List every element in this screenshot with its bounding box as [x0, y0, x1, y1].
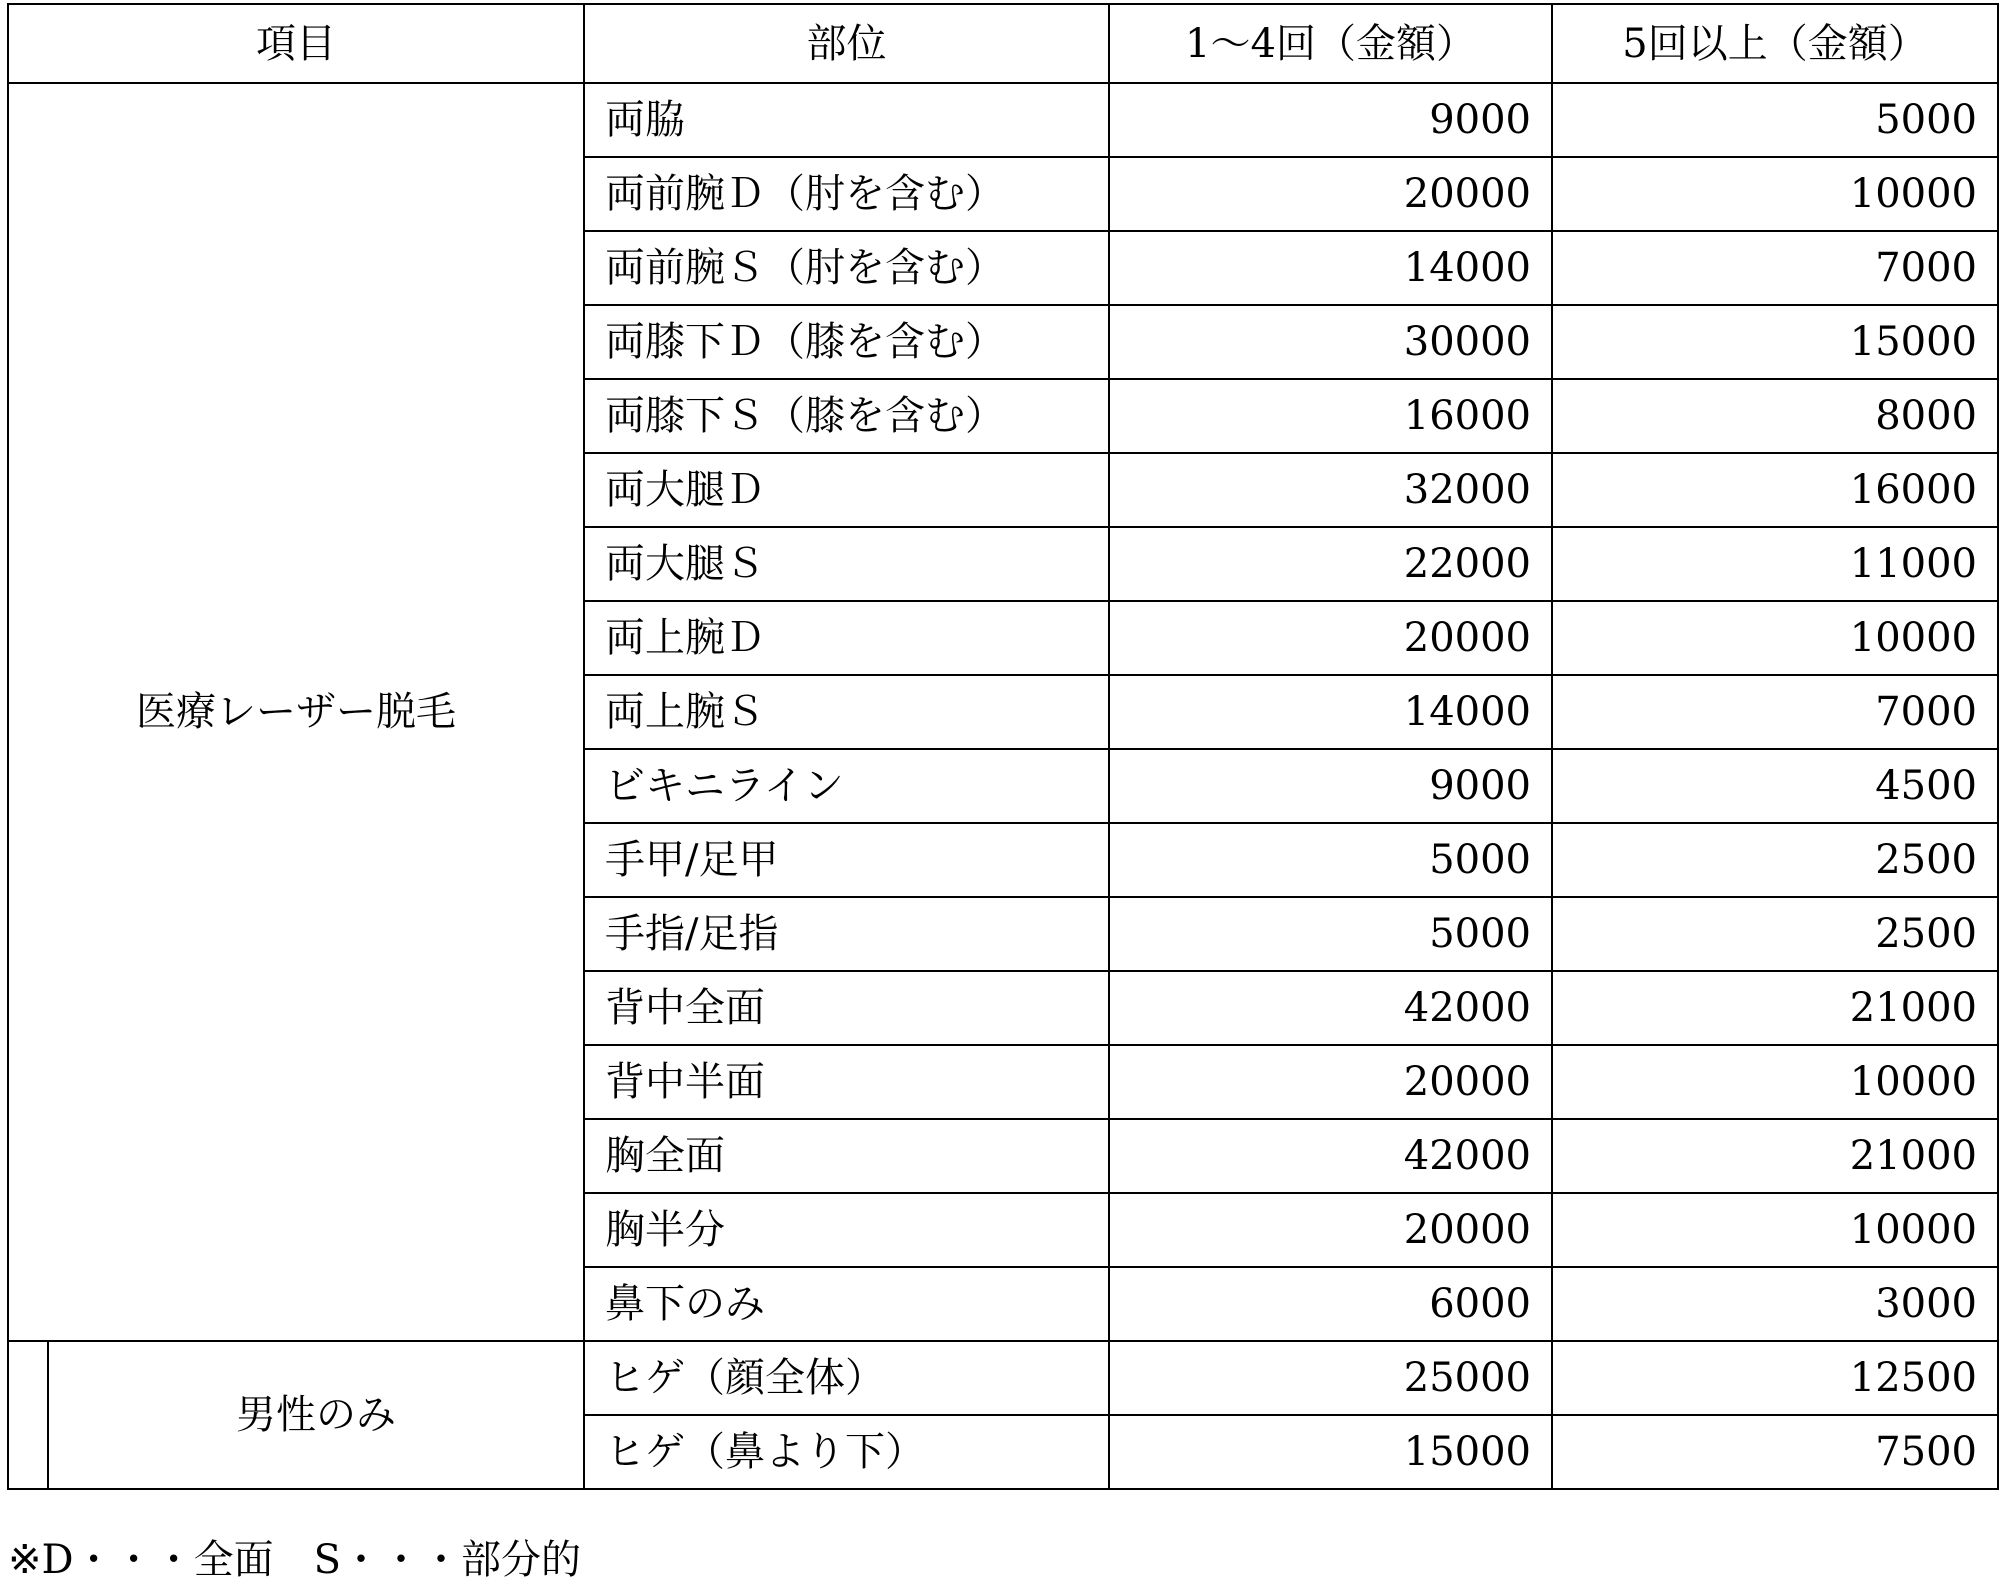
price-1-4-cell: 5000 [1109, 823, 1552, 897]
part-cell: 両前腕Ｄ（肘を含む） [584, 157, 1109, 231]
part-cell: ヒゲ（顔全体） [584, 1341, 1109, 1415]
price-1-4-cell: 20000 [1109, 157, 1552, 231]
price-1-4-cell: 9000 [1109, 749, 1552, 823]
subcategory-indent-cell [8, 1341, 48, 1489]
price-1-4-cell: 42000 [1109, 1119, 1552, 1193]
price-5-plus-cell: 2500 [1552, 823, 1998, 897]
price-1-4-cell: 6000 [1109, 1267, 1552, 1341]
price-1-4-cell: 14000 [1109, 231, 1552, 305]
part-cell: 両膝下Ｓ（膝を含む） [584, 379, 1109, 453]
price-5-plus-cell: 10000 [1552, 157, 1998, 231]
price-5-plus-cell: 7500 [1552, 1415, 1998, 1489]
header-price-5-plus: 5回以上（金額） [1552, 4, 1998, 83]
price-5-plus-cell: 16000 [1552, 453, 1998, 527]
price-5-plus-cell: 10000 [1552, 1193, 1998, 1267]
part-cell: 両大腿Ｓ [584, 527, 1109, 601]
price-1-4-cell: 5000 [1109, 897, 1552, 971]
part-cell: 手指/足指 [584, 897, 1109, 971]
header-part: 部位 [584, 4, 1109, 83]
price-1-4-cell: 22000 [1109, 527, 1552, 601]
price-1-4-cell: 32000 [1109, 453, 1552, 527]
price-5-plus-cell: 3000 [1552, 1267, 1998, 1341]
price-1-4-cell: 20000 [1109, 1193, 1552, 1267]
part-cell: 両膝下Ｄ（膝を含む） [584, 305, 1109, 379]
price-5-plus-cell: 8000 [1552, 379, 1998, 453]
price-5-plus-cell: 7000 [1552, 675, 1998, 749]
price-1-4-cell: 25000 [1109, 1341, 1552, 1415]
header-row [8, 4, 1998, 83]
part-cell: 両前腕Ｓ（肘を含む） [584, 231, 1109, 305]
part-cell: 胸半分 [584, 1193, 1109, 1267]
part-cell: 鼻下のみ [584, 1267, 1109, 1341]
part-cell: 胸全面 [584, 1119, 1109, 1193]
part-cell: 手甲/足甲 [584, 823, 1109, 897]
table-body [8, 83, 1998, 1489]
header-price-1-4: 1～4回（金額） [1109, 4, 1552, 83]
part-cell: 両上腕Ｓ [584, 675, 1109, 749]
price-5-plus-cell: 11000 [1552, 527, 1998, 601]
part-cell: 両上腕Ｄ [584, 601, 1109, 675]
table-row [8, 1341, 1998, 1415]
price-5-plus-cell: 21000 [1552, 971, 1998, 1045]
part-cell: 背中全面 [584, 971, 1109, 1045]
part-cell: 両脇 [584, 83, 1109, 157]
footnote: ※D・・・全面 S・・・部分的 [8, 1537, 581, 1583]
price-5-plus-cell: 15000 [1552, 305, 1998, 379]
price-1-4-cell: 15000 [1109, 1415, 1552, 1489]
part-cell: ビキニライン [584, 749, 1109, 823]
price-1-4-cell: 20000 [1109, 1045, 1552, 1119]
price-5-plus-cell: 2500 [1552, 897, 1998, 971]
table-row [8, 83, 1998, 157]
price-1-4-cell: 9000 [1109, 83, 1552, 157]
price-1-4-cell: 16000 [1109, 379, 1552, 453]
price-5-plus-cell: 10000 [1552, 1045, 1998, 1119]
price-1-4-cell: 30000 [1109, 305, 1552, 379]
category-laser-hair-removal: 医療レーザー脱毛 [8, 83, 584, 1341]
price-5-plus-cell: 21000 [1552, 1119, 1998, 1193]
price-5-plus-cell: 10000 [1552, 601, 1998, 675]
header-item: 項目 [8, 4, 584, 83]
price-5-plus-cell: 4500 [1552, 749, 1998, 823]
category-men-only: 男性のみ [48, 1341, 584, 1489]
price-1-4-cell: 20000 [1109, 601, 1552, 675]
price-5-plus-cell: 12500 [1552, 1341, 1998, 1415]
price-table [7, 3, 1999, 1490]
price-1-4-cell: 42000 [1109, 971, 1552, 1045]
price-1-4-cell: 14000 [1109, 675, 1552, 749]
part-cell: ヒゲ（鼻より下） [584, 1415, 1109, 1489]
part-cell: 背中半面 [584, 1045, 1109, 1119]
price-5-plus-cell: 5000 [1552, 83, 1998, 157]
price-5-plus-cell: 7000 [1552, 231, 1998, 305]
part-cell: 両大腿Ｄ [584, 453, 1109, 527]
